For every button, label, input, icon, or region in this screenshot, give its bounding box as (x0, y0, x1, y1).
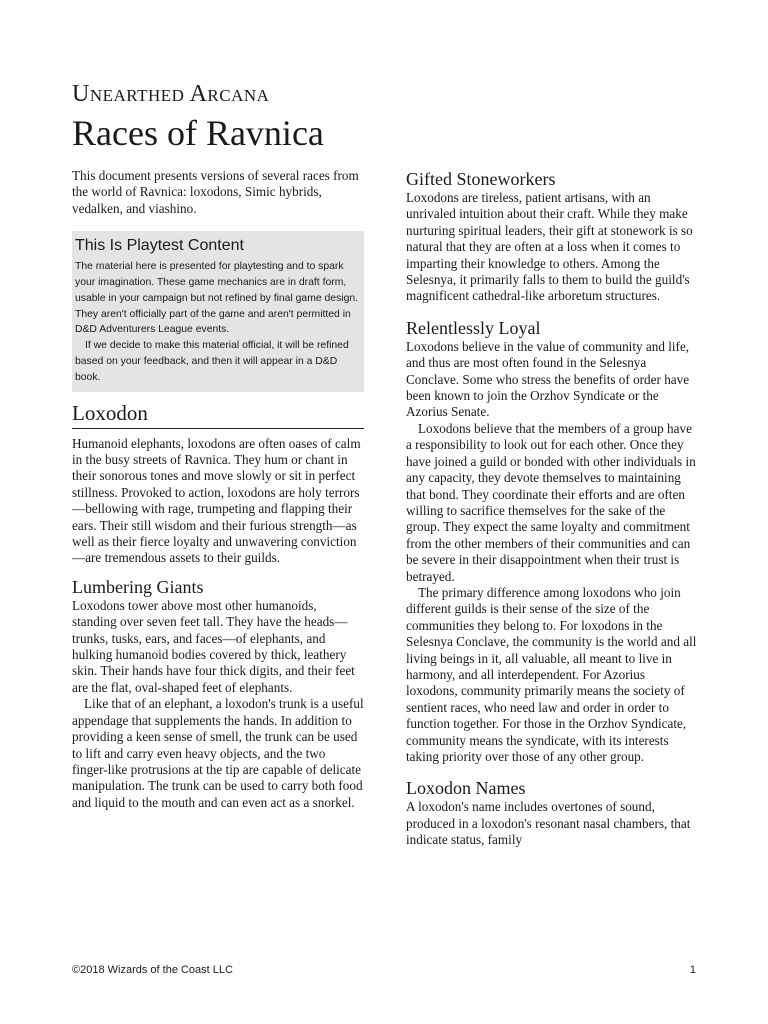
body-paragraph: A loxodon's name includes overtones of sound, produced in a loxodon's resonant nasal chambers, that indicate status, family (406, 799, 691, 848)
sidebar-paragraph: The material here is presented for playtesting and to spark your imagination. These game mechanics are in draft form, usable in your campaign but not refined by final game design. They aren't officially part of the game and aren't permitted in D&D Adventurers League events. (75, 261, 359, 336)
sidebar-title: This Is Playtest Content (75, 237, 244, 255)
body-paragraph: The primary difference among loxodons who join different guilds is their sense of the size of the communities they belong to. For loxodons in the Selesnya Conclave, the community is the world and all living beings in it, all valuable, all meant to live in harmony, and all interdependent. For Azorius loxodons, community primarily means the society of sentient races, who need law and order in order to function together. For those in the Orzhov Syndicate, community means the syndicate, with its interests taking priority over those of any other group. (406, 584, 697, 764)
series-title: Unearthed Arcana (72, 81, 270, 107)
body-paragraph: Loxodons are tireless, patient artisans, with an unrivaled intuition about their craft. While they make nurturing spiritual leaders, their gift at stonework is so natural that they are often at a loss when it comes to imparting their knowledge to others. Among the Selesnya, it primarily falls to them to build the guild's magnificent cathedral-like arboretum structures. (406, 190, 693, 304)
body-paragraph: Humanoid elephants, loxodons are often oases of calm in the busy streets of Ravnica. They hum or chant in their sonorous tones and move slowly or sit in perfect stillness. Provoked to action, loxodons are holy terrors—bellowing with rage, trumpeting and flapping their ears. Their still wisdom and their furious strength—as well as their fierce loyalty and unwavering conviction—are tremendous assets to their guilds. (72, 435, 361, 566)
playtest-sidebar (72, 231, 364, 391)
section-heading-lumbering-giants: Lumbering Giants (72, 576, 204, 597)
body-paragraph: Loxodons believe that the members of a group have a responsibility to look out for each other. Once they have joined a guild or bonded with other individuals in any capacity, they devote themselves to maintaining that bond. They coordinate their efforts and are often willing to sacrifice themselves for the sake of the group. They expect the same loyalty and commitment from the other members of their communities and can be severe in their disappointment when their trust is betrayed. (406, 420, 696, 584)
body-paragraph: Loxodons believe in the value of community and life, and thus are most often found in the Selesnya Conclave. Some who stress the benefits of order have been known to join the Orzhov Syndicate or the Azorius Senate. (406, 338, 690, 420)
body-paragraph: Like that of an elephant, a loxodon's trunk is a useful appendage that supplements the hands. In addition to providing a keen sense of smell, the trunk can be used to lift and carry even heavy objects, and the two finger-like protrusions at the tip are capable of delicate manipulation. The trunk can be used to carry both food and liquid to the mouth and can even act as a snorkel. (72, 696, 364, 810)
body-paragraph: Loxodons tower above most other humanoids, standing over seven feet tall. They have the heads—trunks, tusks, ears, and faces—of elephants, and hulking humanoid bodies covered by thick, leathery skin. Their hands have four thick digits, and their feet are the flat, oval-shaped feet of elephants. (72, 597, 355, 695)
left-column (72, 168, 364, 811)
right-column (406, 168, 698, 849)
section-heading-relentlessly-loyal: Relentlessly Loyal (406, 317, 541, 338)
sidebar-paragraph: If we decide to make this material official, it will be refined based on your feedback, and then it will appear in a D&D book. (75, 340, 349, 383)
document-title: Races of Ravnica (72, 113, 324, 153)
section-heading-gifted-stoneworkers: Gifted Stoneworkers (406, 169, 556, 189)
intro-paragraph: This document presents versions of several races from the world of Ravnica: loxodons, Simic hybrids, vedalken, and viashino. (72, 168, 359, 216)
page-number: 1 (689, 964, 696, 976)
section-heading-loxodon: Loxodon (72, 400, 364, 429)
copyright-text: ©2018 Wizards of the Coast LLC (72, 964, 233, 976)
section-heading-loxodon-names: Loxodon Names (406, 778, 526, 799)
